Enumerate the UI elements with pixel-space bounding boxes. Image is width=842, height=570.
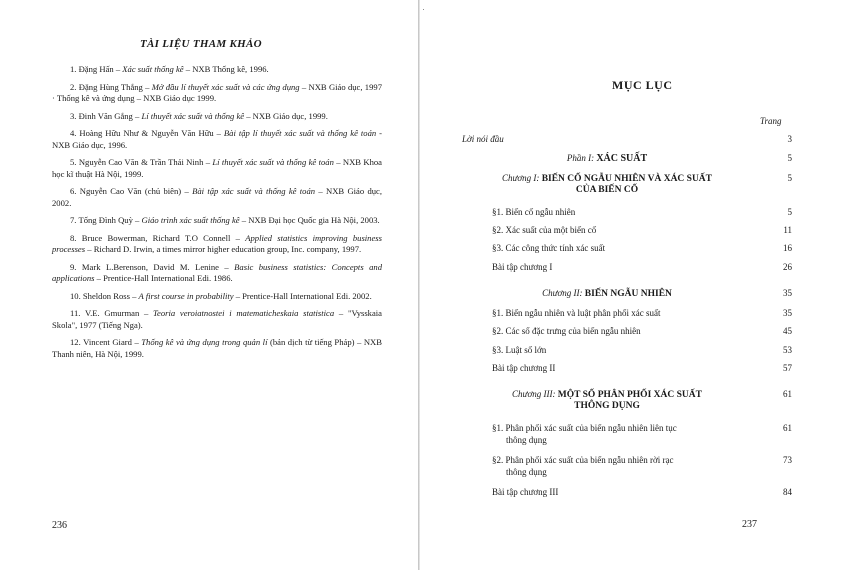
reference-publisher: – NXB Giáo dục, 1997 · Thống kê và ứng dụng – NXB Giáo dục 1999.: [52, 81, 382, 103]
reference-title: Bài tập xác suất và thống kê toán: [192, 186, 316, 197]
toc-entry: [462, 288, 792, 299]
toc-heading-prefix: Phần I:: [566, 153, 597, 163]
toc-entry-text2: thông dụng: [506, 435, 547, 445]
toc-page-number: 3: [787, 134, 792, 144]
toc-entry-text: §2. Phân phối xác suất của biến ngẫu nhiên rời rạc: [492, 455, 674, 465]
reference-author: Hoàng Hữu Như & Nguyễn Văn Hữu –: [79, 128, 224, 139]
toc-heading-prefix: Chương I:: [501, 173, 542, 183]
reference-author: Bruce Bowerman, Richard T.O Connell –: [81, 232, 246, 243]
reference-author: Vincent Giard –: [83, 337, 142, 348]
toc-heading-text: BIẾN CỐ NGẪU NHIÊN VÀ XÁC SUẤT: [541, 174, 713, 184]
toc-heading-line: [462, 389, 792, 400]
reference-publisher: – Prentice-Hall International Edi. 1986.: [94, 273, 233, 284]
toc-entry-text: Bài tập chương III: [492, 487, 559, 497]
reference-publisher: – NXB Giáo dục, 1999.: [244, 110, 328, 121]
toc-entry: [462, 173, 792, 195]
toc-page-number: 61: [783, 389, 792, 399]
reference-author: Nguyễn Cao Văn (chủ biên) –: [79, 186, 193, 197]
toc-entry: [462, 153, 792, 164]
reference-title: Lí thuyết xác suất và thống kê toán: [212, 157, 334, 168]
toc-page-number: 11: [783, 225, 792, 235]
toc-entry-text: §1. Phân phối xác suất của biến ngẫu nhiên liên tục: [492, 423, 677, 433]
reference-title: Xác suất thống kê: [122, 64, 184, 74]
reference-number: 1.: [70, 64, 79, 74]
toc-entry-text: §3. Luật số lớn: [492, 345, 547, 355]
reference-item: [52, 186, 382, 209]
reference-publisher: – Prentice-Hall International Edi. 2002.: [233, 290, 372, 301]
reference-number: 7.: [70, 215, 79, 226]
reference-title: Thống kê và ứng dụng trong quản lí: [141, 337, 268, 348]
reference-number: 5.: [70, 157, 79, 168]
reference-item: [52, 262, 382, 285]
reference-publisher: – Richard D. Irwin, a times mirror higher education group, Inc. company, 1997.: [85, 244, 362, 255]
references-title: TÀI LIỆU THAM KHẢO: [140, 38, 262, 50]
reference-publisher: – NXB Thống kê, 1996.: [183, 64, 269, 74]
reference-title: Mở đầu lí thuyết xác suất và các ứng dụng: [151, 81, 300, 92]
toc-entry: [492, 308, 792, 318]
reference-title: Basic business statistics: Concepts and applications: [52, 261, 383, 284]
toc-entry-text: §1. Biến ngẫu nhiên và luật phân phối xác suất: [492, 308, 661, 318]
toc-entry: [492, 326, 792, 336]
toc-entry-text: Lời nói đầu: [462, 134, 504, 144]
toc-page-number: 35: [783, 288, 792, 298]
toc-entry: [492, 262, 792, 272]
toc-page-number: 84: [783, 487, 792, 497]
reference-author: Nguyễn Cao Văn & Trần Thái Ninh –: [78, 157, 213, 168]
reference-number: 10.: [70, 290, 83, 301]
reference-author: Mark L.Berenson, David M. Lenine –: [81, 261, 235, 272]
toc-entry: [462, 389, 792, 411]
reference-item: [52, 308, 382, 331]
toc-entry-text2: thông dụng: [506, 467, 547, 477]
reference-item: [52, 157, 382, 180]
toc-entry-text: Bài tập chương I: [492, 262, 553, 272]
spine-mark: ·: [422, 4, 425, 14]
reference-author: Đặng Hấn –: [78, 64, 123, 74]
reference-item: [52, 337, 382, 360]
reference-publisher: – NXB Đại học Quốc gia Hà Nội, 2003.: [239, 215, 380, 226]
toc-entry: [492, 455, 792, 477]
toc-entry-text: §2. Các số đặc trưng của biến ngẫu nhiên: [492, 326, 641, 336]
reference-number: 4.: [70, 128, 80, 139]
reference-publisher: - NXB Giáo dục, 1996.: [52, 128, 383, 150]
reference-author: Tống Đình Quỳ –: [78, 215, 142, 226]
toc-entry-text: §1. Biến cố ngẫu nhiên: [492, 207, 576, 217]
reference-publisher: – NXB Giáo dục, 2002.: [52, 186, 383, 208]
toc-page-number: 61: [783, 423, 792, 433]
reference-author: V.E. Gmurman –: [85, 308, 154, 319]
reference-title: Lí thuyết xác suất và thống kê: [141, 110, 245, 121]
toc-entry-text: Bài tập chương II: [492, 363, 556, 373]
toc-heading-text: XÁC SUẤT: [596, 153, 648, 164]
right-page-number: 237: [742, 519, 757, 530]
reference-author: Sheldon Ross –: [82, 290, 139, 301]
toc-page-number: 26: [783, 262, 792, 272]
reference-item: [52, 111, 382, 122]
toc-heading-text: BIẾN NGẪU NHIÊN: [584, 289, 672, 299]
reference-title: Applied statistics improving business processes: [52, 232, 382, 255]
reference-number: 9.: [70, 261, 82, 272]
toc-entry: [492, 423, 792, 445]
toc-heading-line2: CỦA BIẾN CỐ: [575, 185, 639, 195]
toc-page-number: 5: [787, 207, 792, 217]
reference-number: 2.: [70, 81, 79, 92]
reference-title: Teoria veroiatnostei i matematicheskaia statistica: [153, 308, 335, 319]
reference-item: [52, 215, 382, 226]
reference-publisher: – NXB Khoa học kĩ thuật Hà Nội, 1999.: [52, 157, 382, 179]
reference-item: [52, 233, 382, 256]
reference-publisher: – "Vysskaia Skola", 1977 (Tiếng Nga).: [52, 308, 382, 330]
toc-heading-line: [462, 173, 792, 184]
reference-number: 12.: [70, 337, 84, 348]
toc-page-number: 5: [787, 153, 792, 163]
toc-entry: [492, 363, 792, 373]
toc-heading-line: [462, 153, 792, 164]
toc-entry: [492, 487, 792, 497]
toc-page-number: 53: [783, 345, 792, 355]
toc-title: MỤC LỤC: [612, 78, 673, 92]
toc-heading-prefix: Chương II:: [542, 288, 585, 298]
toc-heading-text: MỘT SỐ PHÂN PHỐI XÁC SUẤT: [557, 390, 702, 400]
toc-heading-prefix: Chương III:: [512, 389, 558, 399]
toc-entry: [492, 243, 792, 253]
toc-heading-line: [462, 288, 792, 299]
reference-item: [52, 64, 382, 75]
reference-author: Đinh Văn Gắng –: [78, 110, 142, 121]
reference-title: Bài tập lí thuyết xác suất và thống kê toán: [223, 128, 377, 139]
reference-item: [52, 291, 382, 302]
toc-entry: [492, 225, 792, 235]
toc-page-number: 57: [783, 363, 792, 373]
toc-entry-text: §2. Xác suất của một biến cố: [492, 225, 597, 235]
toc-page-number: 35: [783, 308, 792, 318]
toc-page-number: 45: [783, 326, 792, 336]
reference-title: Giáo trình xác suất thống kê: [141, 215, 240, 226]
references-list: [52, 64, 382, 366]
toc-page-number: 73: [783, 455, 792, 465]
toc-entry: [492, 345, 792, 355]
toc-heading-line2: THÔNG DỤNG: [574, 401, 640, 411]
reference-publisher: (bản dịch từ tiếng Pháp) – NXB Thanh niên, Hà Nội, 1999.: [52, 337, 382, 359]
reference-item: [52, 128, 382, 151]
reference-number: 8.: [70, 232, 82, 243]
reference-author: Đặng Hùng Thắng –: [78, 81, 152, 92]
toc-page-number: 16: [783, 243, 792, 253]
book-spine: [418, 0, 420, 570]
left-page-number: 236: [52, 520, 67, 531]
toc-entry: [492, 207, 792, 217]
reference-number: 11.: [70, 308, 86, 319]
reference-item: [52, 82, 382, 105]
toc-entry-text: §3. Các công thức tính xác suất: [492, 243, 606, 253]
toc-page-number: 5: [787, 173, 792, 183]
toc-page-column-label: Trang: [760, 116, 782, 126]
reference-title: A first course in probability: [138, 290, 234, 301]
reference-number: 6.: [70, 186, 80, 197]
toc-entry: [462, 134, 792, 144]
reference-number: 3.: [70, 110, 79, 121]
